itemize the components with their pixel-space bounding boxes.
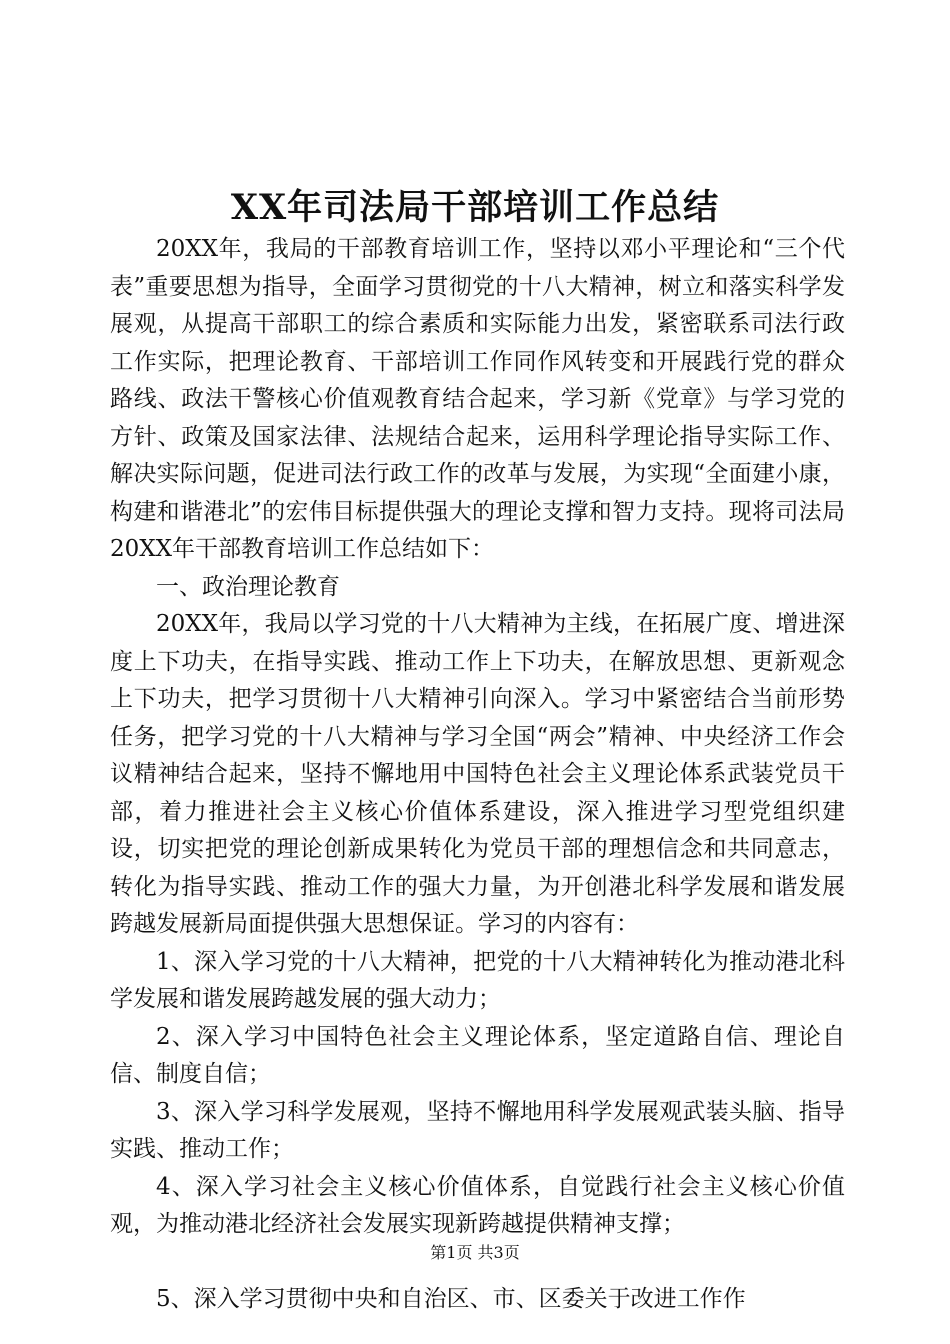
list-item-2: 2、深入学习中国特色社会主义理论体系，坚定道路自信、理论自信、制度自信； <box>110 1023 845 1087</box>
page-footer: 第1页 共3页 <box>430 1243 520 1262</box>
list-item-1: 1、深入学习党的十八大精神，把党的十八大精神转化为推动港北科学发展和谐发展跨越发展的强大动力； <box>110 948 845 1012</box>
document-body <box>110 231 845 1319</box>
intro-paragraph: 20XX年，我局的干部教育培训工作，坚持以邓小平理论和“三个代表”重要思想为指导，全面学习贯彻党的十八大精神，树立和落实科学发展观，从提高干部职工的综合素质和实际能力出发，紧密联系司法行政工作实际，把理论教育、干部培训工作同作风转变和开展践行党的群众路线、政法干警核心价值观教育结合起来，学习新《党章》与学习党的方针、政策及国家法律、法规结合起来，运用科学理论指导实际工作、解决实际问题，促进司法行政工作的改革与发展，为实现“全面建小康，构建和谐港北”的宏伟目标提供强大的理论支撑和智力支持。现将司法局20XX年干部教育培训工作总结如下： <box>110 236 845 562</box>
document-title: XX年司法局干部培训工作总结 <box>230 187 720 228</box>
section-paragraph: 20XX年，我局以学习党的十八大精神为主线，在拓展广度、增进深度上下功夫，在指导实践、推动工作上下功夫，在解放思想、更新观念上下功夫，把学习贯彻十八大精神引向深入。学习中紧密结合当前形势任务，把学习党的十八大精神与学习全国“两会”精神、中央经济工作会议精神结合起来，坚持不懈地用中国特色社会主义理论体系武装党员干部，着力推进社会主义核心价值体系建设，深入推进学习型党组织建设，切实把党的理论创新成果转化为党员干部的理想信念和共同意志，转化为指导实践、推动工作的强大力量，为开创港北科学发展和谐发展跨越发展新局面提供强大思想保证。学习的内容有： <box>110 611 845 937</box>
list-item-4: 4、深入学习社会主义核心价值体系，自觉践行社会主义核心价值观，为推动港北经济社会发展实现新跨越提供精神支撑； <box>110 1173 845 1237</box>
section-heading: 一、政治理论教育 <box>156 573 340 600</box>
list-item-3: 3、深入学习科学发展观，坚持不懈地用科学发展观武装头脑、指导实践、推动工作； <box>110 1098 845 1162</box>
list-item-5: 5、深入学习贯彻中央和自治区、市、区委关于改进工作作 <box>156 1286 746 1312</box>
